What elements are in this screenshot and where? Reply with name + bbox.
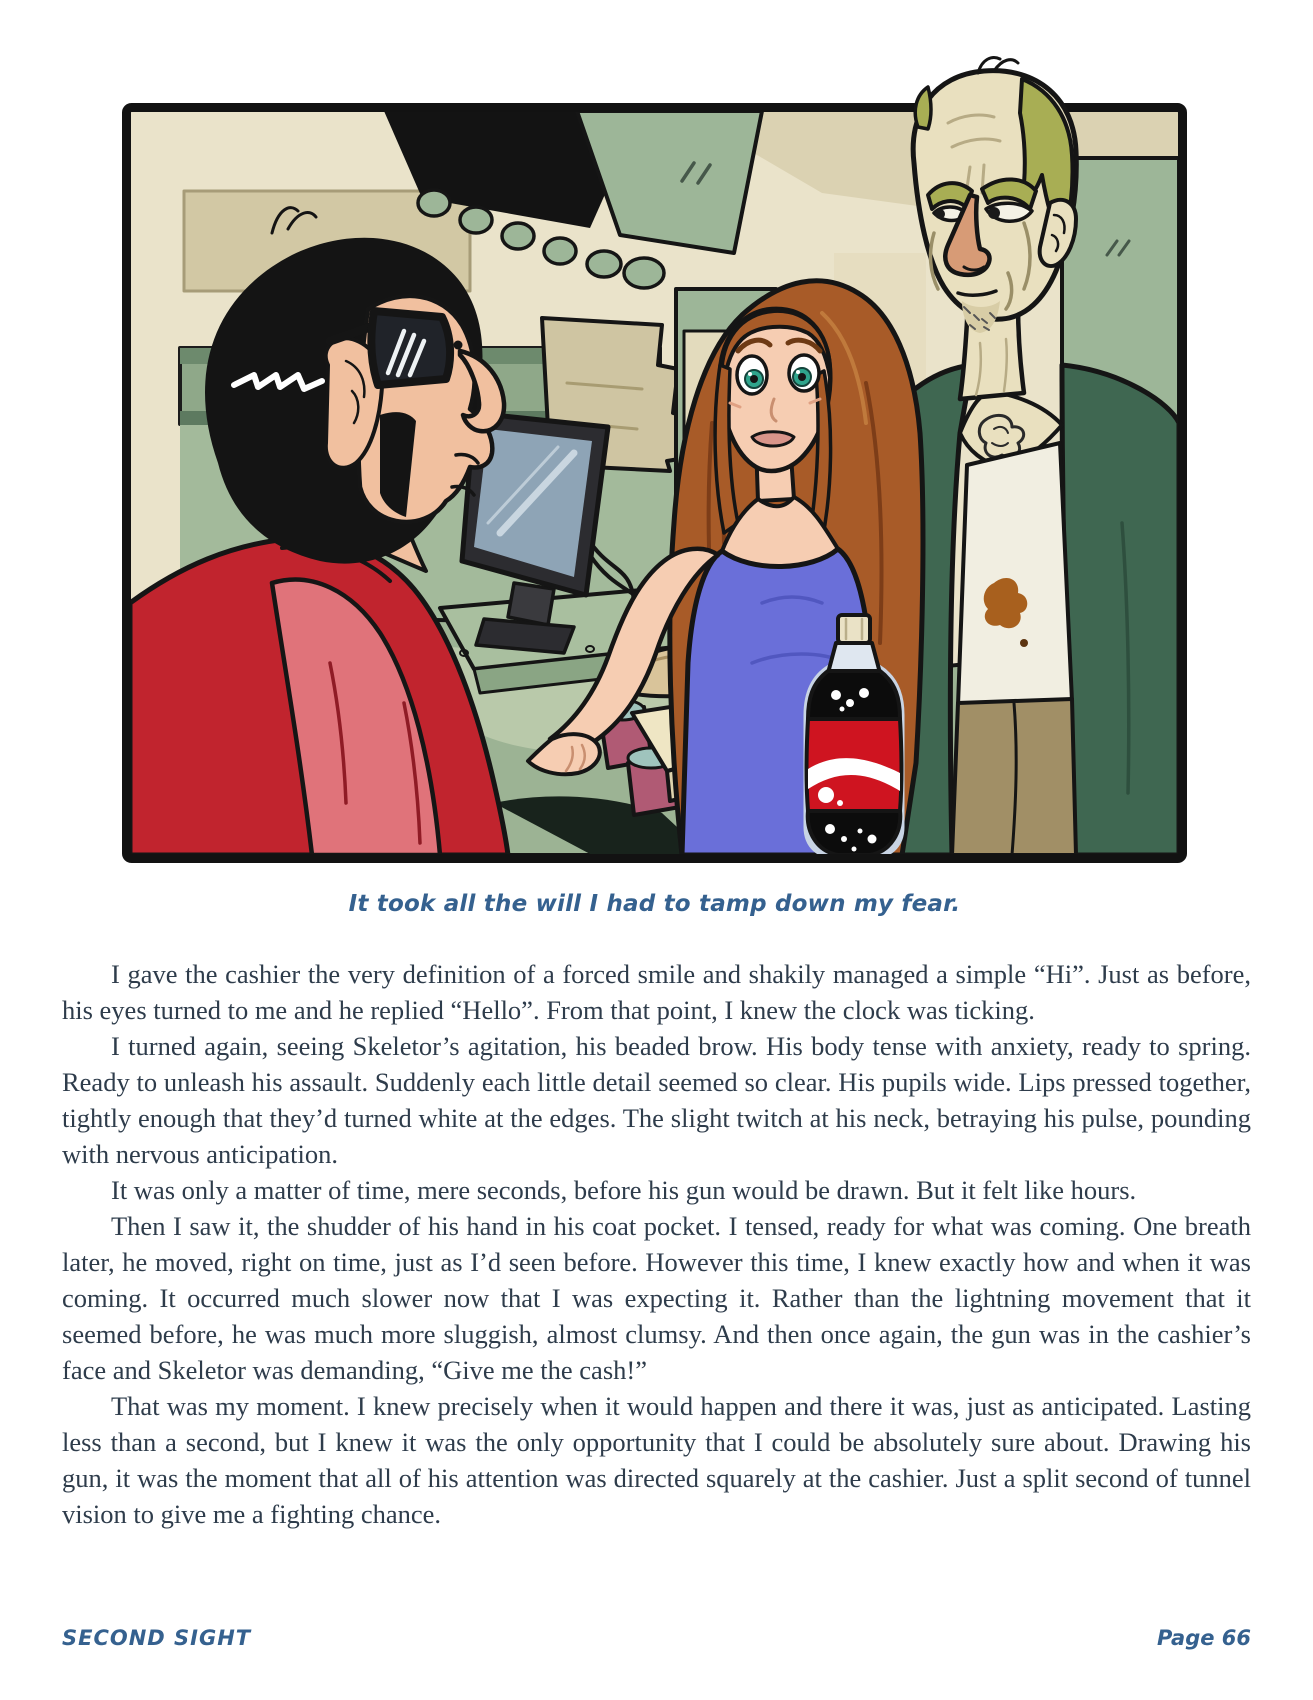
story-paragraph: Then I saw it, the shudder of his hand in his coat pocket. I tensed, ready for what was coming. One breath later, he moved, right on time, just as I’d seen before. However this time, I knew exactly how and when it was coming. It occurred much slower now that I was expecting it. Rather than the lightning movement that it seemed before, he was much more sluggish, almost clumsy. And then once again, the gun was in the cashier’s face and Skeletor was demanding, “Give me the cash!”	[62, 1211, 1251, 1385]
story-paragraph: I gave the cashier the very definition of a forced smile and shakily managed a simple “Hi”. Just as before, his eyes turned to me and he replied “Hello”. From that point, I knew the clock was ticking.	[62, 959, 1251, 1025]
story-paragraph: It was only a matter of time, mere seconds, before his gun would be drawn. But it felt like hours.	[111, 1175, 1137, 1205]
story-text	[62, 956, 1251, 1532]
panel-caption: It took all the will I had to tamp down my fear.	[348, 891, 961, 917]
comic-panel-illustration	[122, 55, 1187, 863]
book-title: SECOND SIGHT	[62, 1626, 252, 1650]
story-paragraph: That was my moment. I knew precisely when it would happen and there it was, just as anticipated. Lasting less than a second, but I knew it was the only opportunity that I could be absolutely sure about. Drawing his gun, it was the moment that all of his attention was directed squarely at the cashier. Just a split second of tunnel vision to give me a fighting chance.	[62, 1391, 1251, 1529]
story-paragraph: I turned again, seeing Skeletor’s agitation, his beaded brow. His body tense with anxiety, ready to spring. Ready to unleash his assault. Suddenly each little detail seemed so clear. His pupils wide. Lips pressed together, tightly enough that they’d turned white at the edges. The slight twitch at his neck, betraying his pulse, pounding with nervous anticipation.	[62, 1031, 1251, 1169]
page-number: Page 66	[1156, 1626, 1251, 1650]
